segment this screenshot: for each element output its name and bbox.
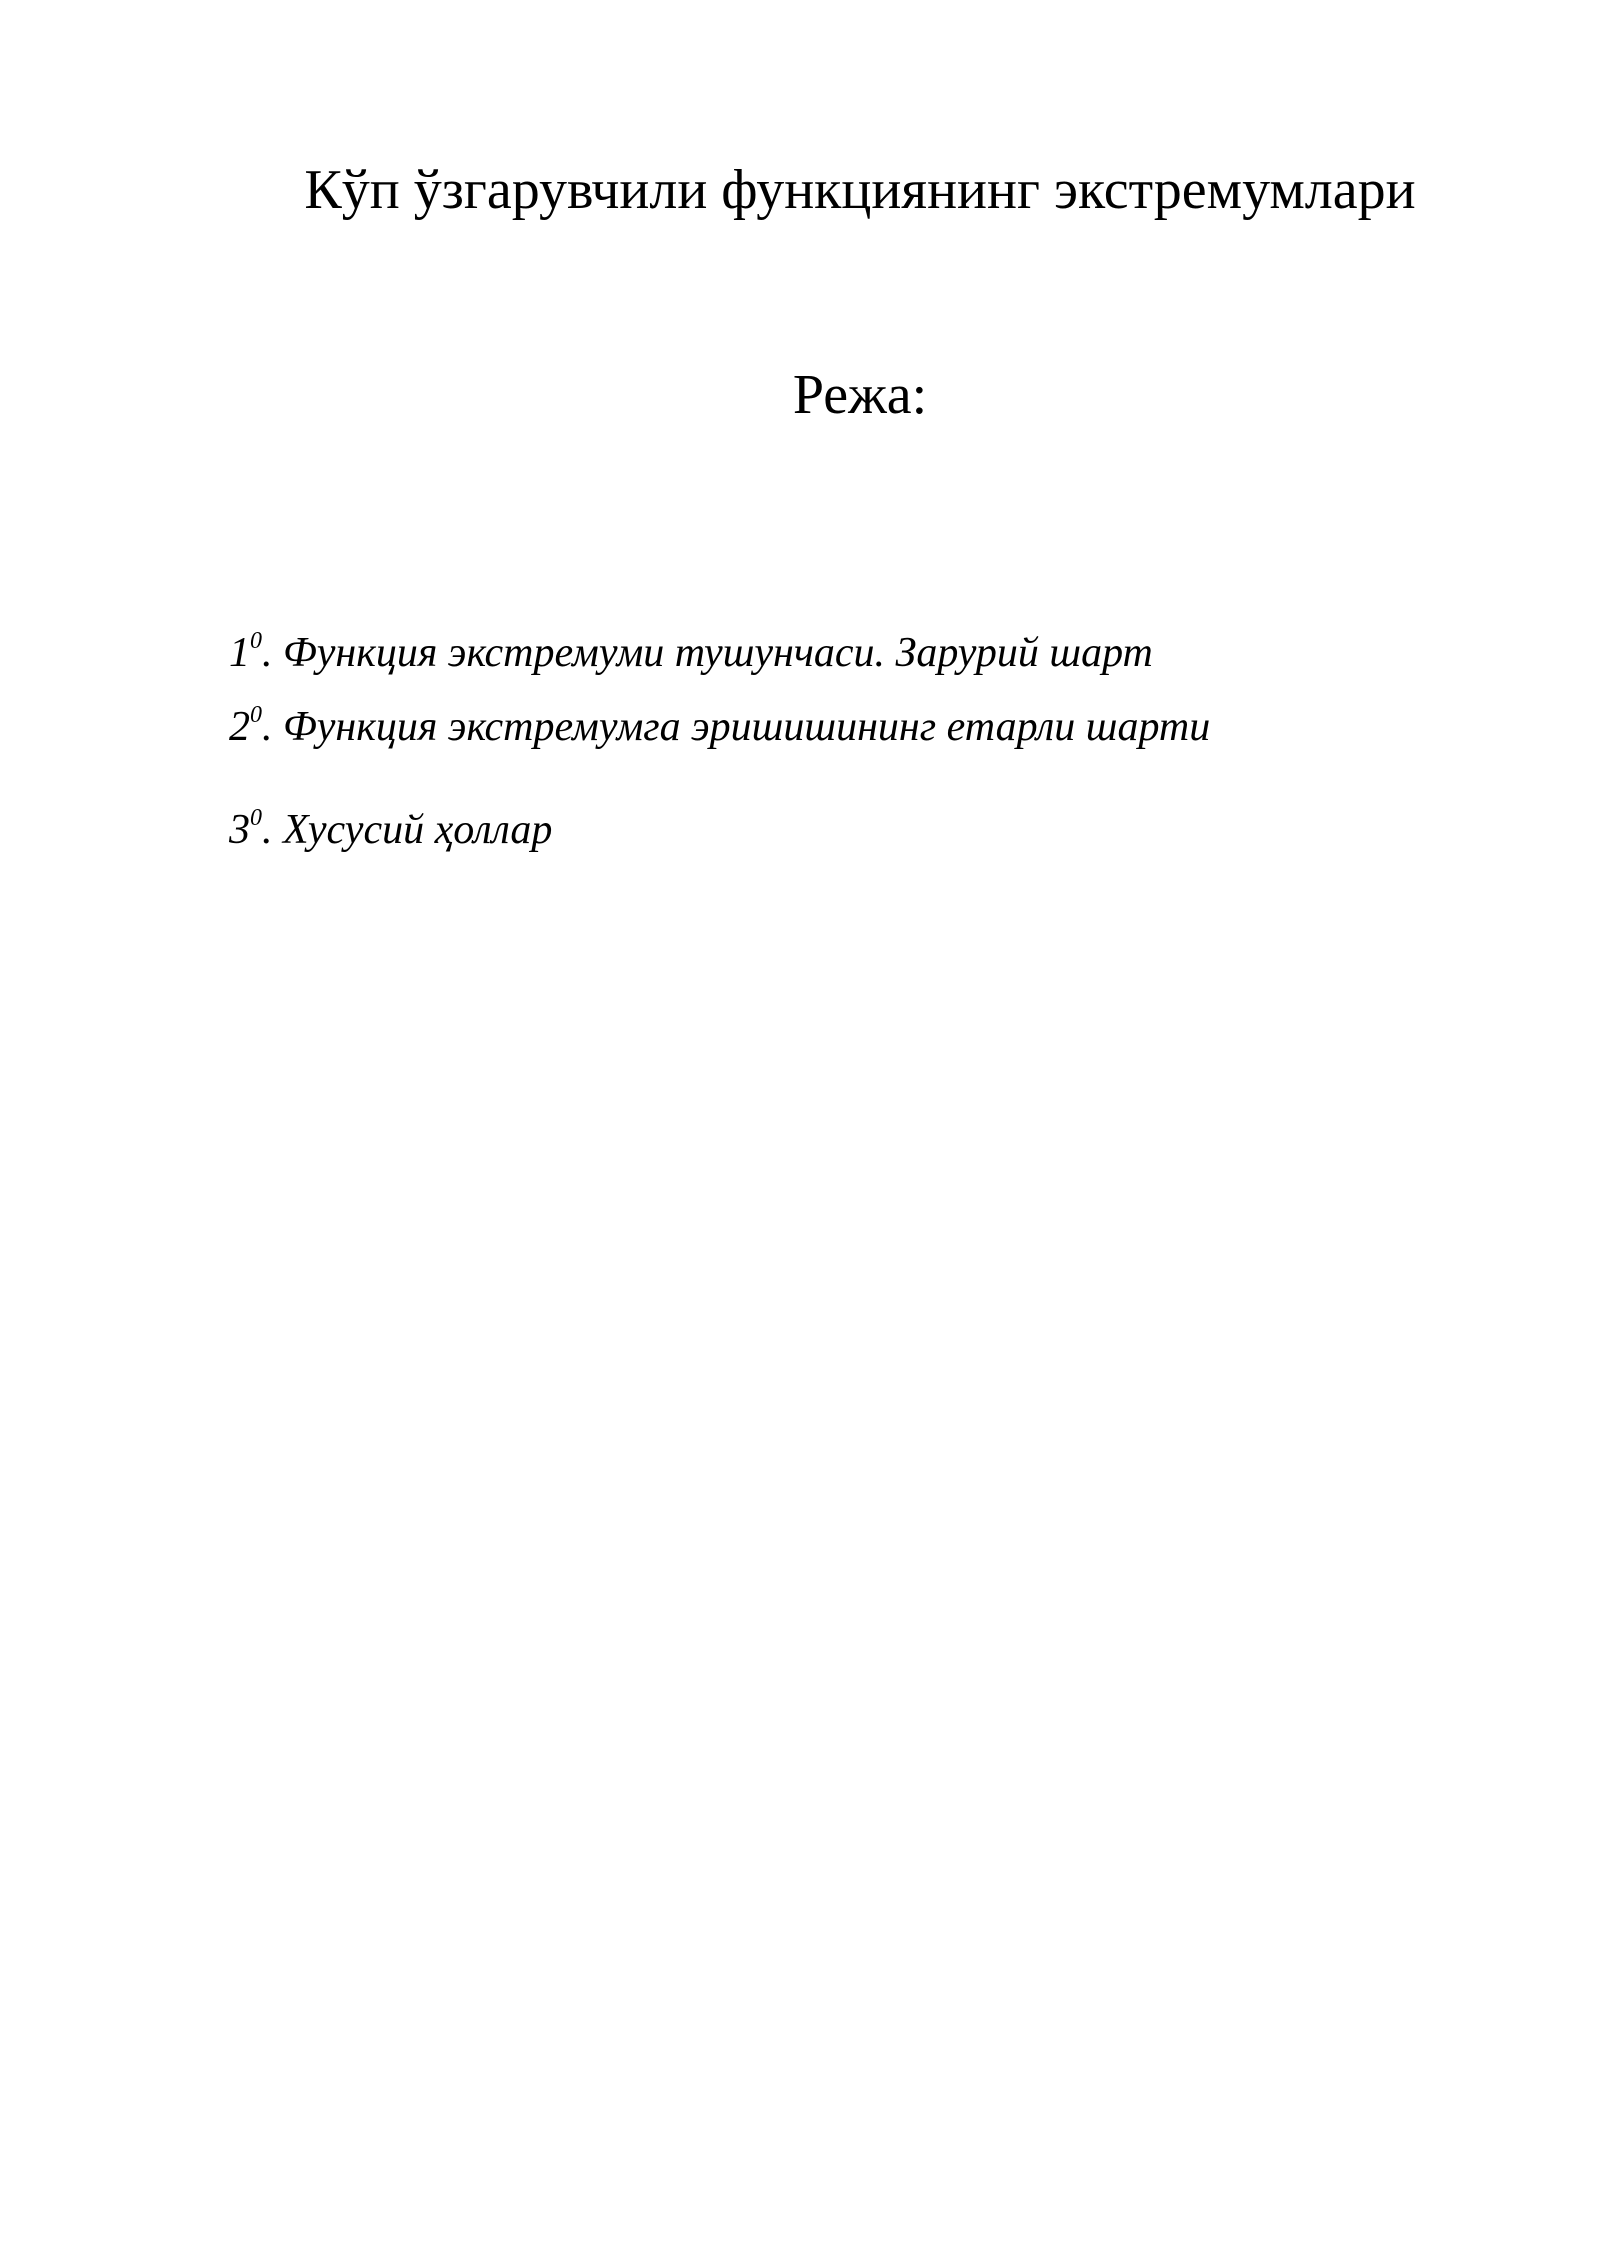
document-title: Кўп ўзгарувчили функциянинг экстремумлари: [304, 159, 1416, 221]
plan-item-text: . Функция экстремуми тушунчаси. Зарурий шарт: [262, 630, 1153, 676]
plan-item-3: [229, 805, 552, 855]
plan-item-1: [229, 628, 1153, 678]
plan-item-number: 3: [229, 807, 250, 853]
plan-item-text: . Хусусий ҳоллар: [262, 807, 553, 853]
plan-item-text: . Функция экстремумга эришишининг етарли шарти: [262, 704, 1211, 750]
plan-item-degree: 0: [250, 628, 262, 654]
plan-item-number: 1: [229, 630, 250, 676]
plan-item-2: [229, 702, 1210, 752]
plan-heading: Режа:: [792, 364, 928, 426]
plan-item-number: 2: [229, 704, 250, 750]
plan-item-degree: 0: [250, 702, 262, 728]
plan-item-degree: 0: [250, 805, 262, 831]
